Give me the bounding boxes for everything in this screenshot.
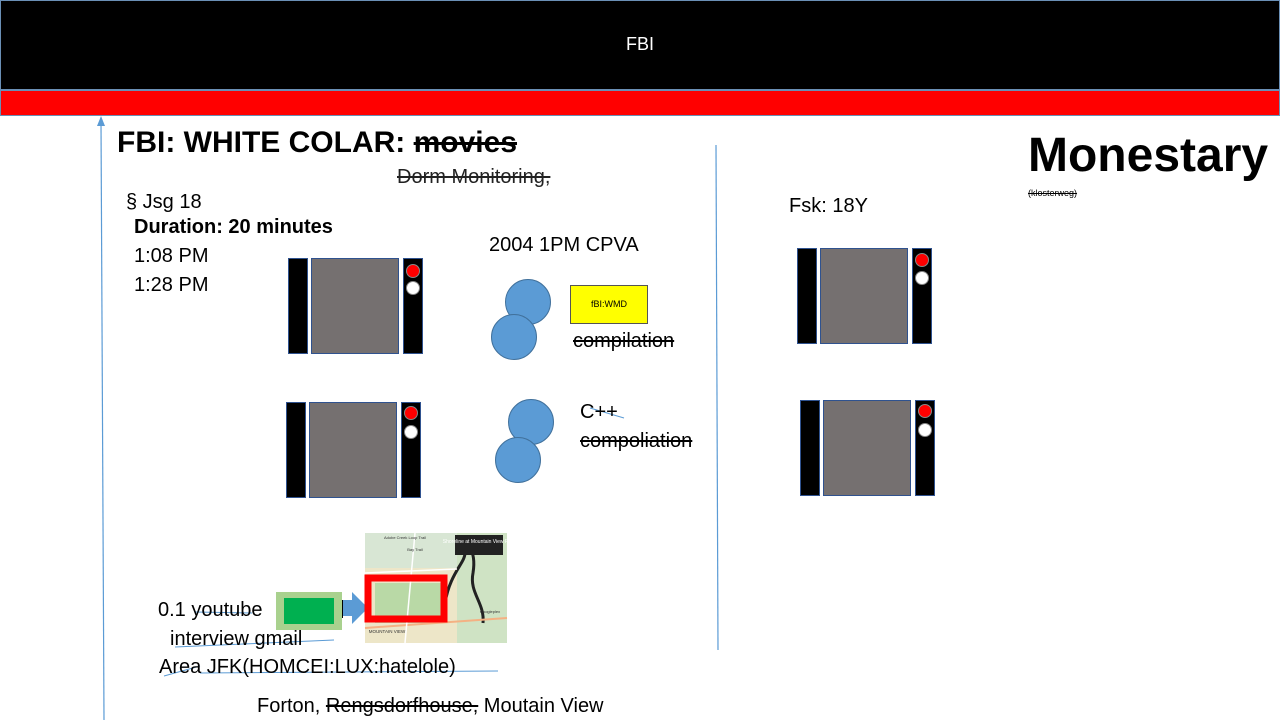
- title-prefix: FBI: WHITE COLAR:: [117, 126, 414, 159]
- header-title: FBI: [625, 34, 654, 54]
- device-left-bar: [797, 248, 817, 344]
- dorm-monitoring-label: Dorm Monitoring,: [397, 166, 551, 188]
- area-line: Area JFK(HOMCEI:LUX:hatelole): [159, 656, 456, 678]
- device-left-bar: [286, 402, 306, 498]
- map-bay-label: Bay Trail: [407, 547, 423, 552]
- location-part3: Moutain View: [478, 695, 604, 717]
- location-part2: Rengsdorfhouse,: [325, 695, 479, 717]
- time-start: 1:08 PM: [134, 245, 209, 267]
- device-left-bar: [288, 258, 308, 354]
- white-light-icon: [915, 271, 929, 285]
- location-part1: Forton,: [257, 695, 326, 717]
- fsk-label: Fsk: 18Y: [789, 195, 868, 217]
- white-light-icon: [918, 423, 932, 437]
- location-line: [257, 695, 604, 718]
- side-subtitle: (klosterweg): [1028, 188, 1078, 198]
- arrow-head-icon: [97, 116, 105, 126]
- youtube-line: [158, 599, 263, 622]
- side-title: Monestary: [1028, 129, 1269, 182]
- red-light-icon: [406, 264, 420, 278]
- device-screen: [823, 400, 911, 496]
- green-button-inner[interactable]: [284, 598, 334, 624]
- cpp-label: C++: [580, 401, 618, 423]
- map-trail-label: Adobe Creek Loop Trail: [383, 535, 427, 540]
- red-light-icon: [915, 253, 929, 267]
- compoliation-label: compoliation: [580, 430, 693, 452]
- cpva-label: 2004 1PM CPVA: [489, 234, 639, 256]
- device-left-bar: [800, 400, 820, 496]
- duration-label: Duration: 20 minutes: [134, 216, 333, 238]
- red-light-icon: [404, 406, 418, 420]
- compilation-label: compilation: [573, 330, 675, 352]
- white-light-icon: [404, 425, 418, 439]
- wmd-box: fBI:WMD: [570, 285, 648, 324]
- map-image: [365, 533, 516, 643]
- map-drawing: [365, 533, 516, 643]
- device-screen: [309, 402, 397, 498]
- time-end: 1:28 PM: [134, 274, 209, 296]
- jsg-label: § Jsg 18: [126, 191, 202, 213]
- youtube-prefix: 0.1: [158, 599, 192, 621]
- youtube-text: youtube: [191, 599, 263, 621]
- circle-shape: [495, 437, 541, 483]
- title-struck: movies: [413, 126, 518, 159]
- page-title: [117, 126, 517, 160]
- vertical-arrow-line: [101, 122, 104, 720]
- vertical-divider: [716, 145, 718, 650]
- map-city-label: MOUNTAIN VIEW: [368, 629, 406, 634]
- map-google-label: Googleplex: [479, 609, 501, 614]
- gmail-line: interview gmail: [170, 628, 303, 650]
- red-light-icon: [918, 404, 932, 418]
- map-park-label: Shoreline at Mountain View Park: [442, 539, 516, 545]
- device-screen: [311, 258, 399, 354]
- device-screen: [820, 248, 908, 344]
- white-light-icon: [406, 281, 420, 295]
- circle-shape: [491, 314, 537, 360]
